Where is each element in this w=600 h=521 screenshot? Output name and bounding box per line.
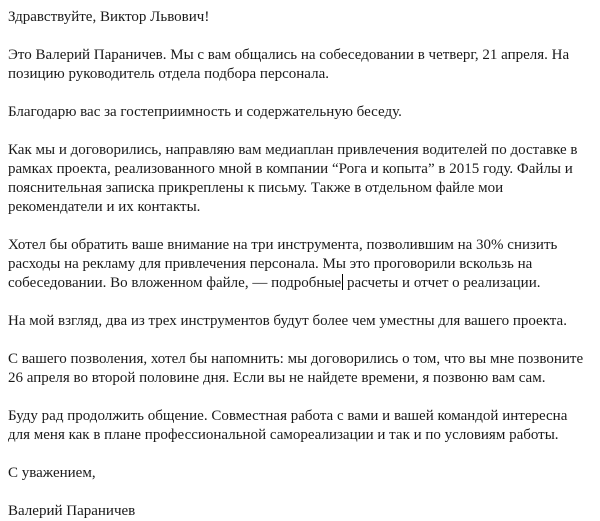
tools-text-before-caret: Хотел бы обратить ваше внимание на три инструмента, позволившим на 30% снизить расходы на рекламу для привлечения персонала. Мы это проговорили вскользь на собеседовании. Во вложенном файле, — подробные	[8, 237, 558, 291]
reminder-paragraph: С вашего позволения, хотел бы напомнить: мы договорились о том, что вы мне позвоните 26 апреля во второй половине дня. Если вы не найдете времени, я позвоню вам сам.	[8, 351, 584, 386]
closing-paragraph: Буду рад продолжить общение. Совместная работа с вами и вашей командой интересна для меня как в плане профессиональной самореализации и так и по условиям работы.	[8, 408, 568, 443]
thanks-paragraph: Благодарю вас за гостеприимность и содержательную беседу.	[8, 104, 402, 120]
tools-text-after-caret: расчеты и отчет о реализации.	[343, 275, 541, 291]
signature: Валерий Параничев	[8, 503, 136, 519]
sign-off: С уважением,	[8, 465, 96, 481]
greeting: Здравствуйте, Виктор Львович!	[8, 9, 210, 25]
intro-paragraph: Это Валерий Параничев. Мы с вам общались на собеседовании в четверг, 21 апреля. На позицию руководитель отдела подбора персонала.	[8, 47, 570, 82]
attachment-paragraph: Как мы и договорились, направляю вам медиаплан привлечения водителей по доставке в рамках проекта, реализованного мной в компании “Рога и копыта” в 2015 году. Файлы и пояснительная записка прикреплены к письму. Также в отдельном файле мои рекомендатели и их контакты.	[8, 142, 578, 215]
opinion-paragraph: На мой взгляд, два из трех инструментов будут более чем уместны для вашего проекта.	[8, 313, 567, 329]
letter-body[interactable]	[8, 8, 592, 521]
tools-paragraph	[8, 236, 592, 293]
